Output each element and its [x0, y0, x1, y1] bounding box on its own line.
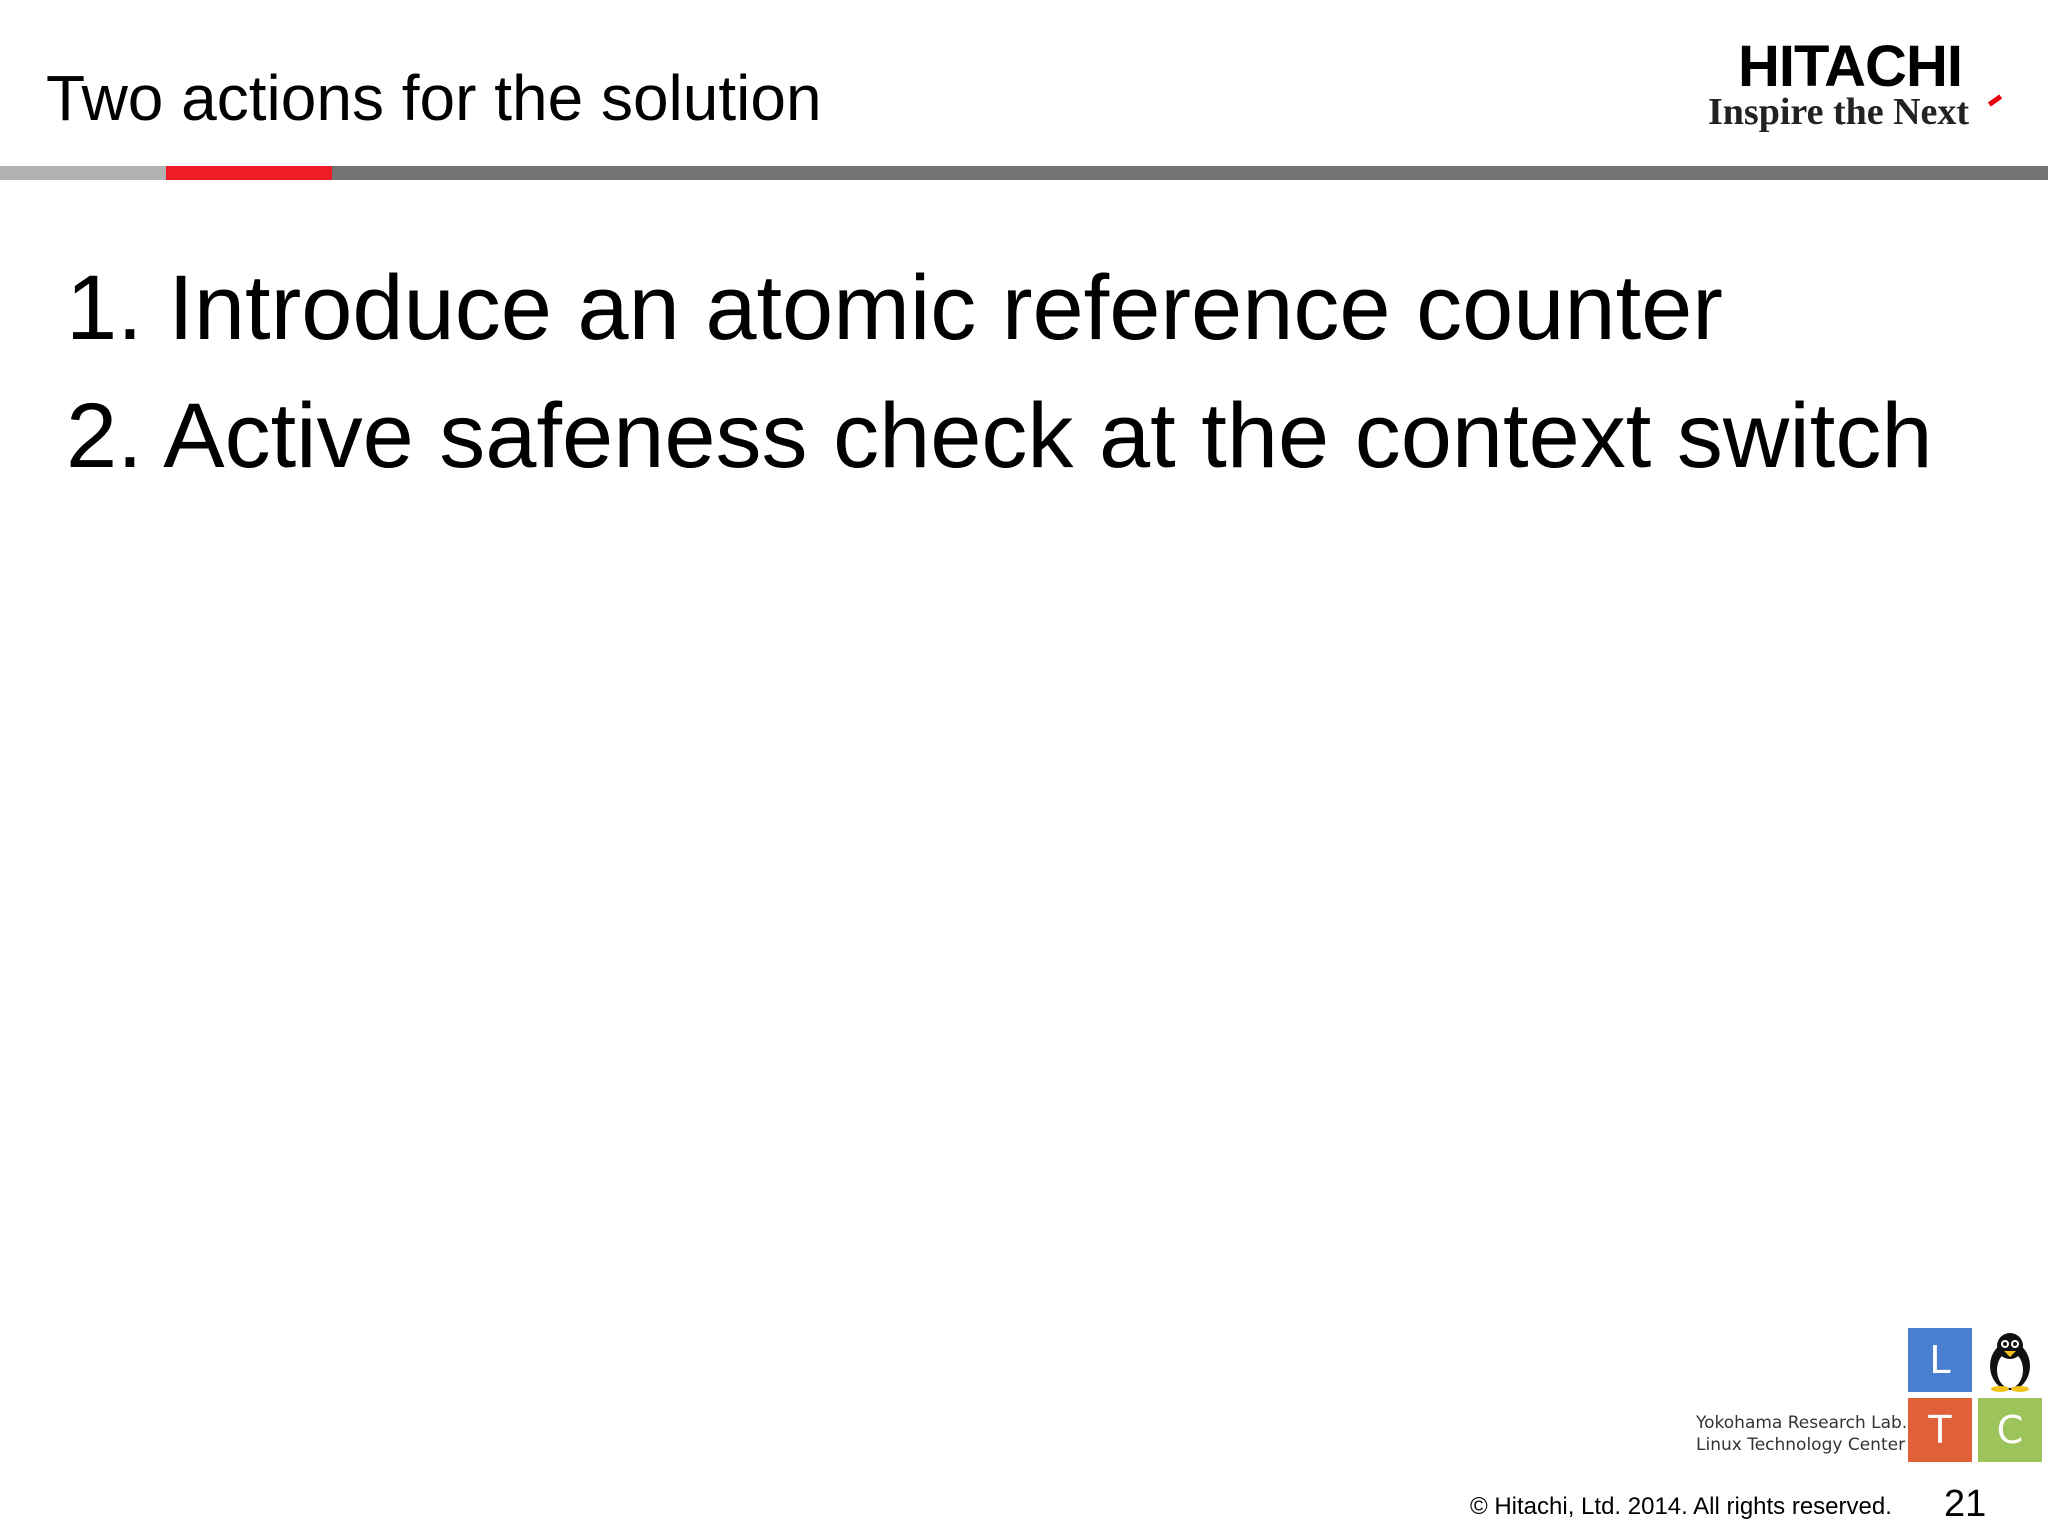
- ltc-logo: [1908, 1328, 2044, 1462]
- ltc-letter-l: L: [1908, 1328, 1972, 1392]
- lab-line-1: Yokohama Research Lab.: [1696, 1413, 1908, 1433]
- ltc-letter-t: T: [1908, 1398, 1972, 1462]
- content-list: [66, 244, 1933, 500]
- copyright-text: © Hitachi, Ltd. 2014. All rights reserved.: [1470, 1493, 1892, 1520]
- header-bar-segment-right: [332, 166, 2048, 180]
- hitachi-tagline: Inspire the Next: [1708, 91, 1970, 133]
- tagline-accent-mark: [1988, 94, 2002, 106]
- page-number: 21: [1944, 1483, 1987, 1525]
- penguin-icon: [1980, 1330, 2040, 1392]
- lab-line-2: Linux Technology Center: [1696, 1435, 1906, 1455]
- footer-lab-name: [1696, 1412, 1907, 1456]
- list-item: 1. Introduce an atomic reference counter: [66, 257, 1723, 359]
- list-item: 2. Active safeness check at the context switch: [66, 385, 1933, 487]
- header-bar-segment-accent: [166, 166, 332, 180]
- ltc-letter-c: C: [1978, 1398, 2042, 1462]
- hitachi-logo: [1700, 34, 2020, 138]
- header-divider-bar: [0, 166, 2048, 180]
- header-bar-segment-left: [0, 166, 166, 180]
- slide-title: Two actions for the solution: [46, 62, 822, 134]
- hitachi-brand: HITACHI: [1738, 34, 1962, 99]
